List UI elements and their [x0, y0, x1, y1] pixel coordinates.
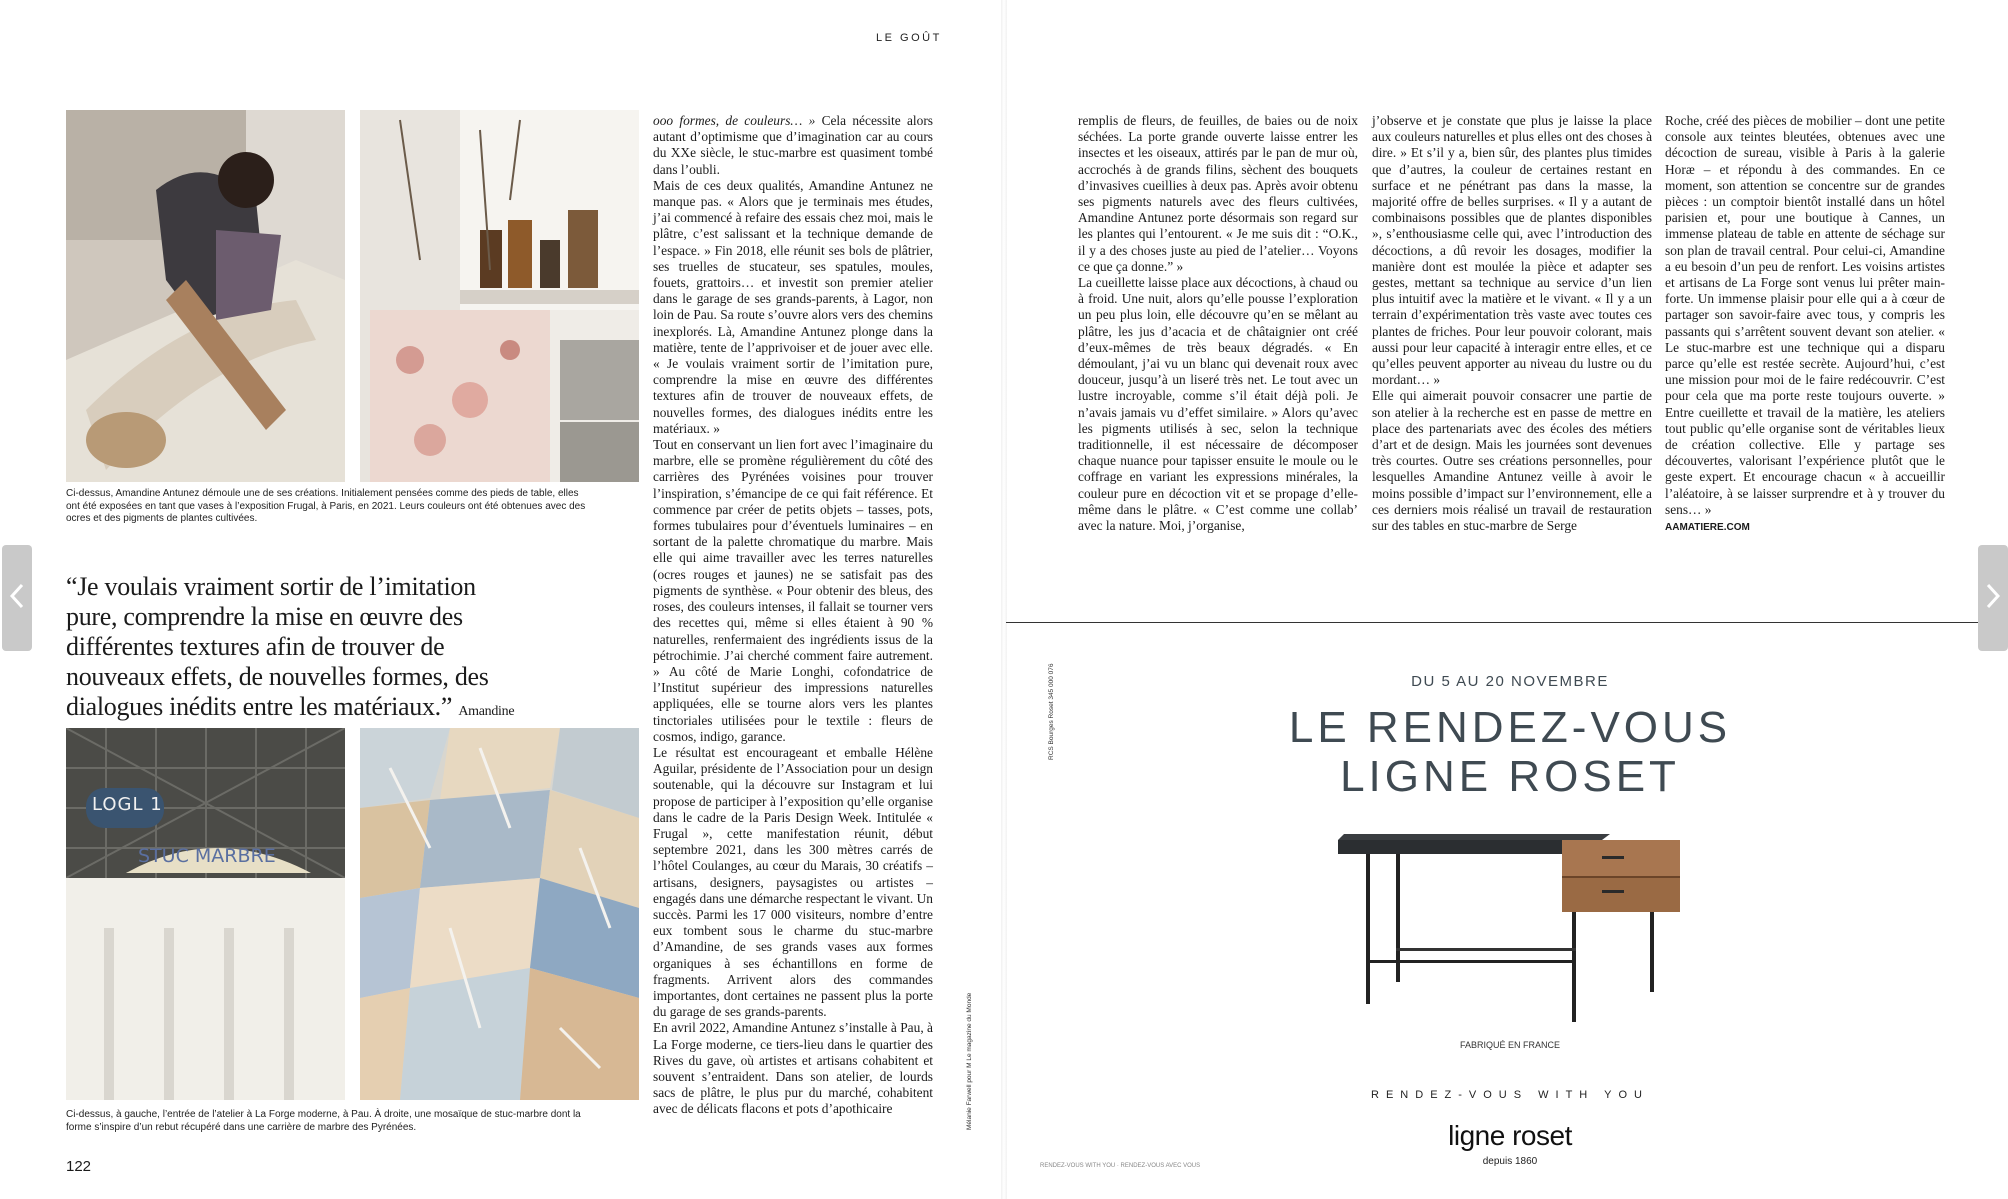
ad-dates: DU 5 AU 20 NOVEMBRE [1411, 673, 1609, 690]
page-spine [1001, 0, 1007, 1199]
article-paragraph: Tout en conservant un lien fort avec l’imaginaire du marbre, elle se promène régulièrement du côté des carrières des Pyrénées voisines pour trouver l’inspiration, s’émancipe de ce qui fait référence. Et commence par créer de petits objets – tasses, pots, formes tubulaires pour d’éventuels luminaires – en sortant de la palette chromatique du marbre. Mais elle qui aime travailler avec les terres naturelles (ocres rouges et jaunes) ne se satisfait pas des pigments de synthèse. « Pour obtenir des bleus, des roses, des couleurs intenses, il fallait se tourner vers des recettes qui, même si elles étaient à 90 % naturelles, renfermaient des ingrédients issus de la pétrochimie. J’ai cherché comment faire autrement. » Au côté de Marie Longhi, cofondatrice de l’Institut supérieur des impressions naturelles appliquées, elle se tourne alors vers les plantes tinctoriales utilisées pour le textile : fleurs de cosmos, indigo, garance. [653, 437, 933, 744]
article-column-1 [653, 113, 933, 1118]
ad-title-line1: LE RENDEZ-VOUS [1288, 703, 1732, 752]
article-paragraph: remplis de fleurs, de feuilles, de baies ou de noix séchées. La porte grande ouverte laisse entrer les insectes et les oiseaux, attirés par le pan de mur où, accrochés à de grands filins, sèchent des bouquets d’invasives cueillies à deux pas. Après avoir obtenu ses pigments naturels avec des fleurs cultivées, Amandine Antunez porte désormais son regard sur les plantes qui l’entourent. « Je me suis dit : “O.K., il y a des choses juste au pied de l’atelier… Voyons ce que ça donne.” » [1078, 113, 1358, 274]
ad-tagline: RENDEZ-VOUS WITH YOU [1371, 1089, 1649, 1101]
previous-page-button[interactable] [2, 545, 32, 651]
photo-atelier-entrance [66, 728, 345, 1100]
article-column-4 [1665, 113, 1945, 536]
sign-door-number: LOGL 1 [92, 794, 163, 815]
article-paragraph: Roche, créé des pièces de mobilier – dont une petite console aux teintes bleutées, obtenues avec une décoction de sureau, visible à Paris à la galerie Horæ – et répondu à des commandes. En ce moment, son attention se concentre sur de grandes pièces : un comptoir bientôt installé dans un hôtel parisien et, pour une boutique à Cannes, un immense plateau de table en attente de séchage sur son plan de travail central. Pour celui-ci, Amandine a eu besoin d’un peu de renfort. Les voisins artistes et artisans de La Forge sont venus lui prêter main-forte. Un immense plaisir pour elle qui a à cœur de partager son savoir-faire avec tous, y compris les passants qui s’arrêtent souvent devant son atelier. « Le stuc-marbre est une technique qui a disparu parce qu’elle est restée secrète. Aujourd’hui, c’est une mission pour moi de le faire redécouvrir. C’est pour cela que ma porte reste toujours ouverte. » Entre cueillette et travail de la matière, les ateliers tout public qu’elle organise sont de véritables lieux de création collective. Elle y partage ses découvertes, valorisant l’expérience plutôt que le geste expert. Et encourage chacun « à accueillir l’aléatoire, à se laisser surprendre et à y trouver du sens… » [1665, 113, 1945, 517]
article-paragraph: ooo formes, de couleurs… » Cela nécessite alors autant d’optimisme que d’imagination car au cours du XXe siècle, le stuc-marbre est quasiment tombé dans l’oubli. [653, 113, 933, 177]
ad-credit: RCS Bourges Roset 345 000 076 [1048, 663, 1055, 760]
article-paragraph: La cueillette laisse place aux décoctions, à chaud ou à froid. Une nuit, alors qu’elle pousse l’exploration un peu plus loin, elle découvre qu’en se mêlant au plâtre, les jus d’acacia et de châtaignier ont créé d’eux-mêmes de très beaux dégradés. « En démoulant, j’ai vu un blanc qui devenait roux avec douceur, jusqu’à un liseré très net. Le tout avec un lustre incroyable, comme s’il était déjà poli. Je n’avais jamais vu d’effet similaire. » Alors qu’avec les pigments utilisés à sec, selon la technique traditionnelle, il est nécessaire de décomposer chaque nuance pour tapisser ensuite le moule ou le coffrage en variant les expressions minérales, la couleur pure en décoction vit et se propage d’elle-même dans le plâtre. « C’est comme une collab’ avec la nature. Moi, j’organise, [1078, 275, 1358, 534]
photo-credit: Mélanie Farwell pour M Le magazine du Monde [966, 992, 973, 1130]
article-paragraph: j’observe et je constate que plus je laisse la place aux couleurs naturelles et plus elles ont des choses à dire. » Et s’il y a, bien sûr, des plantes plus timides que d’autres, la couleur de certaines restant en surface et ne pénétrant pas dans la masse, la majorité offre de belles surprises. « Il y a autant de combinaisons possibles que de plantes disponibles », s’enthousiasme celle qui, avec l’introduction des décoctions, a dû revoir les dosages, modifier la manière dont est moulée la pièce et adapter ses gestes, mettant sa technique au service d’un lien plus intuitif avec la matière et le vivant. « Il y a un terrain d’expérimentation très vaste avec toutes ces plantes de friches. Pour leur pouvoir colorant, mais aussi pour leur capacité à interagir entre elles, et ce qu’elles peuvent apporter au niveau du lustre ou du mordant… » [1372, 113, 1653, 388]
chevron-right-icon [1985, 582, 2001, 615]
sign-stuc-marbre: STUC MARBRE [138, 845, 276, 867]
section-header: LE GOÛT [876, 32, 942, 44]
ad-desk-image [1330, 828, 1690, 1028]
ad-separator-rule [1006, 622, 2008, 623]
website-link[interactable]: AAMATIERE.COM [1665, 522, 1750, 534]
caption-top: Ci-dessus, Amandine Antunez démoule une de ses créations. Initialement pensées comme des pieds de table, elles ont été exposées en tant que vases à l’exposition Frugal, à Paris, en 2021. Leurs couleurs ont été obtenues avec des ocres et des pigments de plantes cultivées. [66, 488, 586, 525]
caption-bottom: Ci-dessus, à gauche, l’entrée de l’atelier à La Forge moderne, à Pau. À droite, une mosaïque de stuc-marbre dont la forme s’inspire d’un rebut récupéré dans une carrière de marbre des Pyrénées. [66, 1109, 581, 1133]
pull-quote-author: Amandine [458, 704, 515, 719]
ad-title-line2: LIGNE ROSET [1340, 752, 1680, 801]
article-paragraph: Elle qui aimerait pouvoir consacrer une partie de son atelier à la recherche est en passe de mettre en place des partenariats avec des écoles des métiers d’art et de design. Mais les journées sont devenues très courtes. Outre ses créations personnelles, pour lesquelles Amandine Antunez veille à avoir le moins possible d’impact sur l’environnement, elle a ces derniers mois réalisé un travail de restauration sur des tables en stuc-marbre de Serge [1372, 388, 1652, 534]
article-paragraph: Le résultat est encourageant et emballe Hélène Aguilar, présidente de l’Association pour un design soutenable, qui la découvre sur Instagram et lui propose de participer à l’exposition qu’elle organise dans le cadre de la Paris Design Week. Intitulée « Frugal », cette manifestation réunit, début septembre 2021, dans les 300 mètres carrés de l’hôtel Coulanges, au cœur du Marais, 30 créatifs – artisans, designers, paysagistes ou artistes – engagés dans une démarche respectant le vivant. Un succès. Parmi les 17 000 visiteurs, nombre d’entre eux tombent sous le charme du stuc-marbre d’Amandine, de ses grands vases aux formes organiques à ses échantillons en forme de fragments. Arrivent alors des commandes importantes, dont certaines ne passent plus la porte du garage de ses grands-parents. [653, 744, 933, 1020]
article-paragraph: Mais de ces deux qualités, Amandine Antunez ne manque pas. « Alors que je terminais mes études, j’ai commencé à refaire des essais chez moi, mais le plâtre, c’est salissant et la technique demande de l’espace. » Fin 2018, elle réunit ses bols de plâtrier, ses truelles de stucateur, ses spatules, moules, fouets, grattoirs… et investit son premier atelier dans le garage de ses grands-parents, à Lagor, non loin de Pau. Sa route s’ouvre alors vers des chemins inexplorés. Là, Amandine Antunez plonge dans la matière, tente de l’apprivoiser et de jouer avec elle. « Je voulais vraiment sortir de l’imitation pure, comprendre la mise en œuvre des différentes textures afin de trouver de nouveaux effets, de nouvelles formes, des dialogues inédits entre les matériaux. » [653, 177, 933, 436]
ad-brand-logo: ligne roset [1448, 1120, 1572, 1151]
pull-quote-text: “Je voulais vraiment sortir de l’imitation pure, comprendre la mise en œuvre des différentes textures afin de trouver de nouveaux effets, de nouvelles formes, des dialogues inédits entre les matériaux.” [66, 572, 489, 721]
article-column-2 [1078, 113, 1358, 534]
photo-atelier-shelves [360, 110, 639, 482]
ad-made-in: FABRIQUÉ EN FRANCE [1459, 1040, 1560, 1050]
page-number: 122 [66, 1158, 92, 1175]
article-paragraph: En avril 2022, Amandine Antunez s’installe à Pau, à La Forge moderne, ce tiers-lieu dans le quartier des Rives du gave, où artistes et artisans cohabitent et souvent s’entraident. Dans son atelier, de lourds sacs de plâtre, le plus pur du marché, cohabitent avec de délicats flacons et pots d’apothicaire [653, 1020, 933, 1117]
article-column-3 [1372, 113, 1652, 534]
ad-footer: RENDEZ-VOUS WITH YOU · RENDEZ-VOUS AVEC VOUS [1040, 1163, 1201, 1169]
ad-since: depuis 1860 [1482, 1156, 1538, 1167]
photo-artisan-demolding [66, 110, 345, 482]
next-page-button[interactable] [1978, 545, 2008, 651]
continuation-mark: ooo formes, de couleurs… » [653, 113, 822, 128]
chevron-left-icon [9, 582, 25, 615]
photo-marble-mosaic [360, 728, 639, 1100]
